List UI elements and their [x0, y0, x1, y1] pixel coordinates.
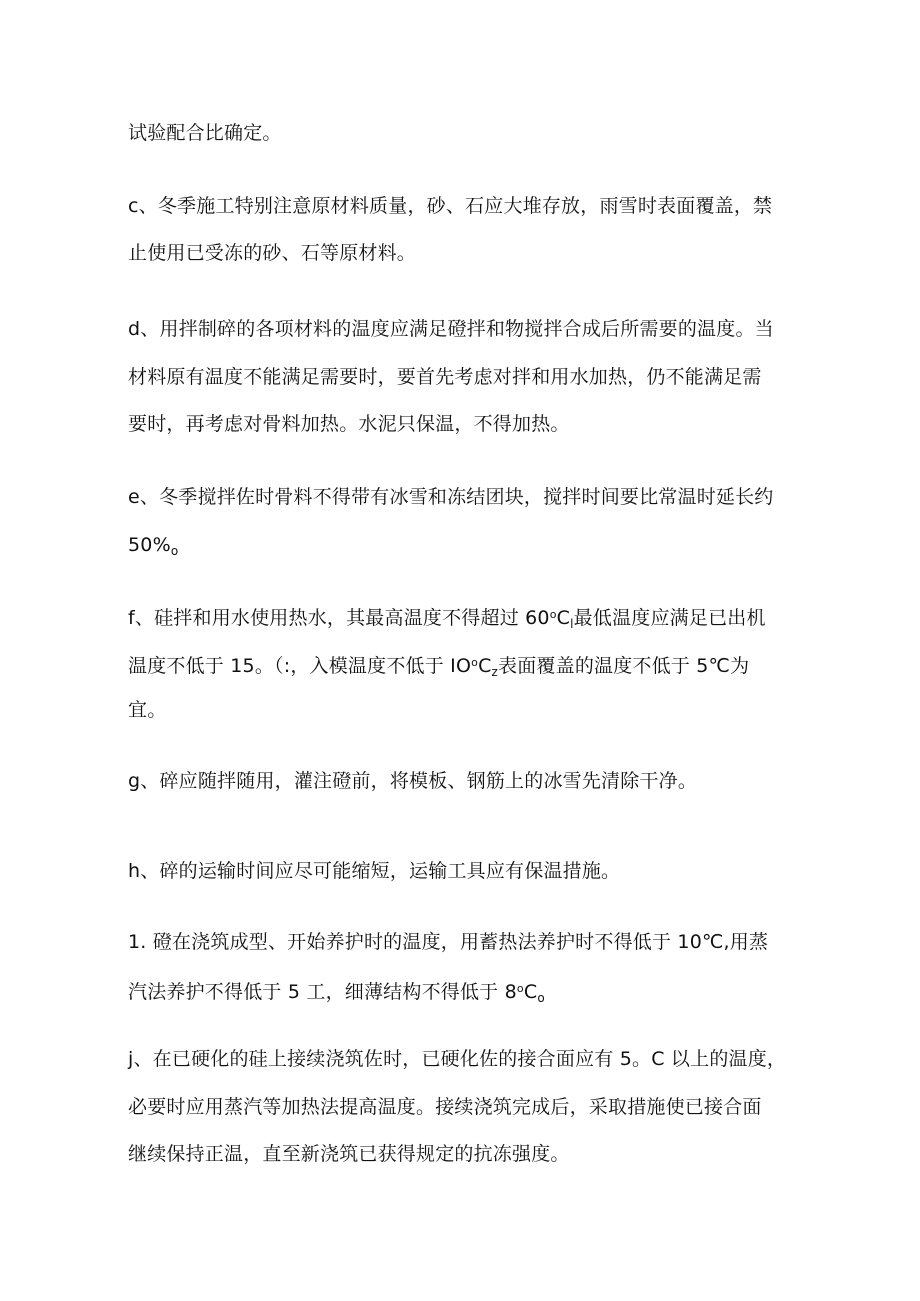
paragraph-f-text-a: f、硅拌和用水使用热水，其最高温度不得超过 60	[128, 607, 550, 629]
degree-mark: o	[471, 656, 479, 669]
paragraph-i-tail: o	[537, 991, 545, 1005]
paragraph-j-line-3: 继续保持正温，直至新浇筑已获得规定的抗冻强度。	[128, 1143, 570, 1165]
degree-mark: o	[549, 608, 557, 621]
paragraph-e-line-1: e、冬季搅拌佐时骨料不得带有冰雪和冻结团块，搅拌时间要比常温时延长约	[128, 486, 774, 508]
degree-mark: o	[516, 982, 524, 995]
paragraph-i-line-2	[128, 976, 545, 1011]
subscript-mark: l	[570, 617, 574, 631]
paragraph-f-text-c: 温度不低于 15。（:，入模温度不低于 IO	[128, 655, 472, 677]
paragraph-d-line-1: d、用拌制碎的各项材料的温度应满足磴拌和物搅拌合成后所需要的温度。当	[128, 318, 774, 340]
celsius-letter: C	[523, 981, 538, 1003]
paragraph-f-line-3: 宜。	[128, 699, 167, 721]
paragraph-d-line-3: 要时，再考虑对骨料加热。水泥只保温，不得加热。	[128, 413, 570, 435]
paragraph-i-text: 汽法养护不得低于 5 工，细薄结构不得低于 8	[128, 981, 517, 1003]
celsius-letter: C	[478, 655, 492, 677]
paragraph-line: 试验配合比确定。	[128, 122, 282, 144]
paragraph-e-tail: o	[170, 544, 179, 558]
paragraph-g-line-1: g、碎应随拌随用，灌注磴前，将模板、钢筋上的冰雪先清除干净。	[128, 770, 698, 792]
paragraph-f-text-b: 最低温度应满足已出机	[573, 607, 766, 629]
paragraph-i-line-1: 1. 磴在浇筑成型、开始养护时的温度，用蓄热法养护时不得低于 10℃,用蒸	[128, 931, 769, 953]
paragraph-e-line-2	[128, 532, 178, 564]
paragraph-f-line-1	[128, 602, 766, 637]
paragraph-e-text: 50%	[128, 534, 171, 556]
paragraph-d-line-2: 材料原有温度不能满足需要时，要首先考虑对拌和用水加热，仍不能满足需	[128, 366, 762, 388]
paragraph-j-line-1: j、在已硬化的硅上接续浇筑佐时，已硬化佐的接合面应有 5。C 以上的温度，	[128, 1048, 787, 1070]
celsius-letter: C	[556, 607, 571, 629]
paragraph-f-line-2	[128, 650, 749, 685]
paragraph-c-line-2: 止使用已受冻的砂、石等原材料。	[128, 242, 417, 264]
paragraph-c-line-1: c、冬季施工特别注意原材料质量，砂、石应大堆存放，雨雪时表面覆盖，禁	[128, 195, 773, 217]
paragraph-j-line-2: 必要时应用蒸汽等加热法提高温度。接续浇筑完成后，采取措施使已接合面	[128, 1096, 762, 1118]
paragraph-f-text-d: 表面覆盖的温度不低于 5℃为	[498, 655, 750, 677]
subscript-mark: z	[491, 665, 499, 679]
paragraph-h-line-1: h、碎的运输时间应尽可能缩短，运输工具应有保温措施。	[128, 860, 621, 882]
